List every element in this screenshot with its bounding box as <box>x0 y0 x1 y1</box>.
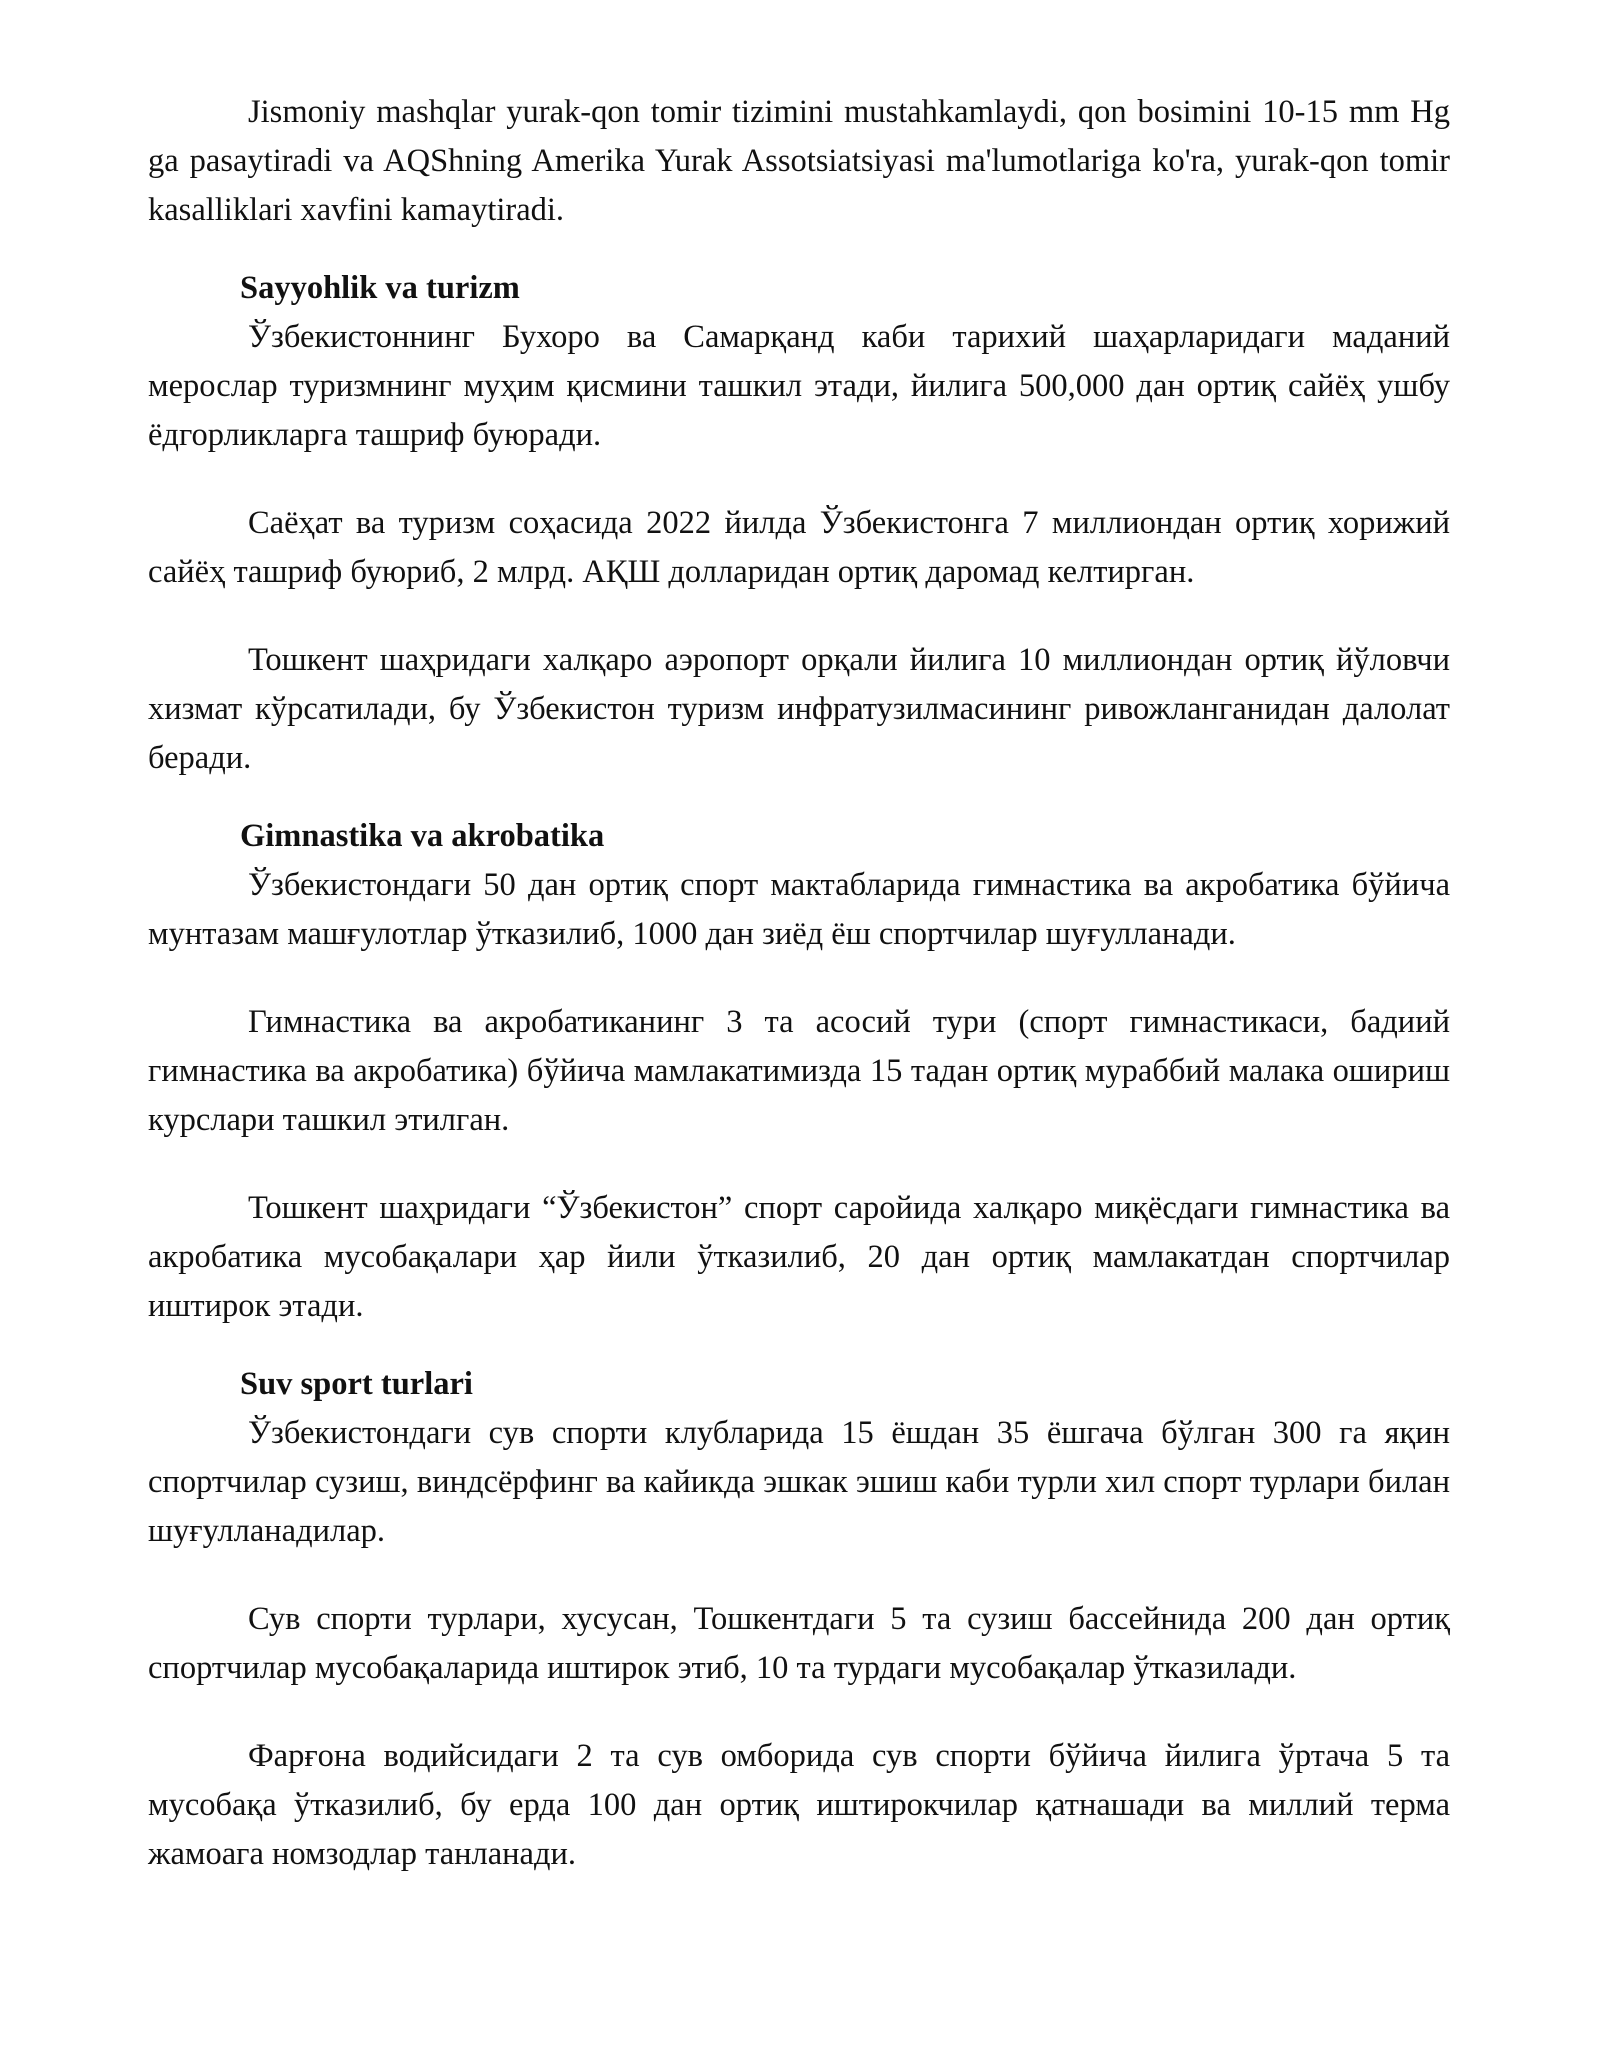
paragraph: Ўзбекистоннинг Бухоро ва Самарқанд каби тарихий шаҳарларидаги маданий мерослар туризмнинг муҳим қисмини ташкил этади, йилига 500,000 дан ортиқ сайёҳ ушбу ёдгорликларга ташриф буюради. <box>148 319 1450 453</box>
paragraph: Ўзбекистондаги сув спорти клубларида 15 ёшдан 35 ёшгача бўлган 300 га яқин спортчилар сузиш, виндсёрфинг ва кайикда эшкак эшиш каби турли хил спорт турлари билан шуғулланадилар. <box>148 1415 1450 1549</box>
section-heading-water-sports: Suv sport turlari <box>240 1366 473 1402</box>
paragraph: Сув спорти турлари, хусусан, Тошкентдаги 5 та сузиш бассейнида 200 дан ортиқ спортчилар мусобақаларида иштирок этиб, 10 та турдаги мусобақалар ўтказилади. <box>148 1601 1450 1686</box>
document-page <box>148 88 1450 1879</box>
paragraph: Ўзбекистондаги 50 дан ортиқ спорт мактабларида гимнастика ва акробатика бўйича мунтазам машғулотлар ўтказилиб, 1000 дан зиёд ёш спортчилар шуғулланади. <box>148 867 1450 952</box>
section-heading-gymnastics: Gimnastika va akrobatika <box>240 818 605 854</box>
intro-paragraph: Jismoniy mashqlar yurak-qon tomir tizimini mustahkamlaydi, qon bosimini 10-15 mm Hg ga pasaytiradi va AQShning Amerika Yurak Assotsiatsiyasi ma'lumotlariga ko'ra, yurak-qon tomir kasalliklari xavfini kamaytiradi. <box>148 94 1450 228</box>
section-heading-tourism: Sayyohlik va turizm <box>240 270 520 306</box>
paragraph: Саёҳат ва туризм соҳасида 2022 йилда Ўзбекистонга 7 миллиондан ортиқ хорижий сайёҳ ташриф буюриб, 2 млрд. АҚШ долларидан ортиқ даромад келтирган. <box>148 505 1450 590</box>
paragraph: Тошкент шаҳридаги халқаро аэропорт орқали йилига 10 миллиондан ортиқ йўловчи хизмат кўрсатилади, бу Ўзбекистон туризм инфратузилмасининг ривожланганидан далолат беради. <box>148 642 1450 776</box>
section-water-sports <box>148 1360 1450 1879</box>
section-gymnastics <box>148 812 1450 1331</box>
paragraph: Тошкент шаҳридаги “Ўзбекистон” спорт саройида халқаро миқёсдаги гимнастика ва акробатика мусобақалари ҳар йили ўтказилиб, 20 дан ортиқ мамлакатдан спортчилар иштирок этади. <box>148 1190 1450 1324</box>
section-tourism <box>148 264 1450 783</box>
paragraph: Гимнастика ва акробатиканинг 3 та асосий тури (спорт гимнастикаси, бадиий гимнастика ва акробатика) бўйича мамлакатимизда 15 тадан ортиқ мураббий малака ошириш курслари ташкил этилган. <box>148 1004 1450 1138</box>
paragraph: Фарғона водийсидаги 2 та сув омборида сув спорти бўйича йилига ўртача 5 та мусобақа ўтказилиб, бу ерда 100 дан ортиқ иштирокчилар қатнашади ва миллий терма жамоага номзодлар танланади. <box>148 1738 1450 1872</box>
